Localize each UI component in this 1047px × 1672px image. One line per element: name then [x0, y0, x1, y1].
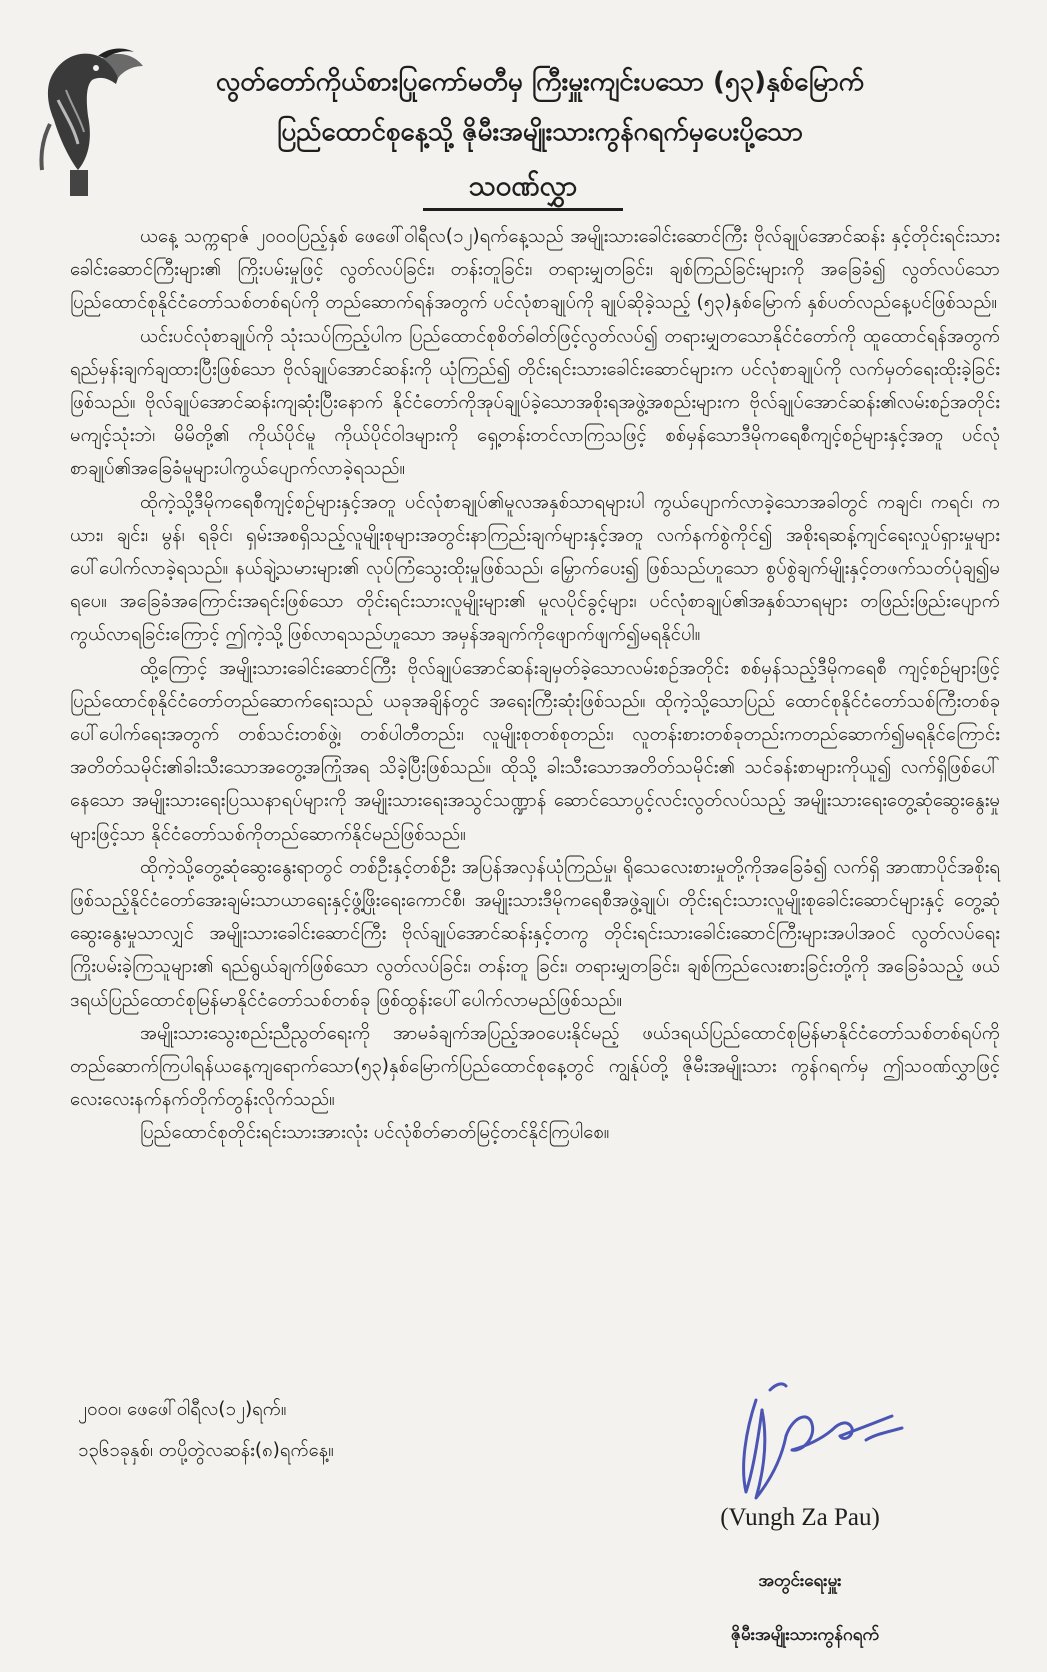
- body-paragraph-7: ပြည်ထောင်စုတိုင်းရင်းသားအားလုံး ပင်လုံစိတ်ဓာတ်မြင့်တင်နိုင်ကြပါစေ။: [140, 1122, 610, 1144]
- body-paragraph-2: ယင်းပင်လုံစာချုပ်ကို သုံးသပ်ကြည့်ပါက ပြည်ထောင်စုစိတ်ဓါတ်ဖြင့်လွတ်လပ်၍ တရားမျှတသောနိုင်ငံတော်ကို ထူထောင်ရန်အတွက် ရည်မှန်းချက်ချထားပြီးဖြစ်သော ဗိုလ်ချုပ်အောင်ဆန်းကို ယုံကြည်၍ တိုင်းရင်းသားခေါင်းဆောင်များက ပင်လုံစာချုပ်ကို လက်မှတ်ရေးထိုးခဲ့ခြင်းဖြစ်သည်။ ဗိုလ်ချုပ်အောင်ဆန်းကျဆုံးပြီးနောက် နိုင်ငံတော်ကိုအုပ်ချုပ်ခဲ့သောအစိုးရအဖွဲ့အစည်းများက ဗိုလ်ချုပ်အောင်ဆန်း၏လမ်းစဉ်အတိုင်း မကျင့်သုံးဘဲ၊ မိမိတို့၏ ကိုယ်ပိုင်မူ ကိုယ်ပိုင်ဝါဒများကို ရှေ့တန်းတင်လာကြသဖြင့် စစ်မှန်သောဒီမိုကရေစီကျင့်စဉ်များနှင့်အတူ ပင်လုံစာချုပ်၏အခြေခံမူများပါကွယ်ပျောက်လာခဲ့ရသည်။: [70, 325, 1000, 480]
- body-paragraph-5: ထိုကဲ့သို့တွေ့ဆုံဆွေးနွေးရာတွင် တစ်ဦးနှင့်တစ်ဦး အပြန်အလှန်ယုံကြည်မှု၊ ရိုသေလေးစားမှုတို့ကိုအခြေခံ၍ လက်ရှိ အာဏာပိုင်အစိုးရဖြစ်သည့်နိုင်ငံတော်အေးချမ်းသာယာရေးနှင့်ဖွံ့ဖြိုးရေးကောင်စီ၊ အမျိုးသားဒီမိုကရေစီအဖွဲ့ချုပ်၊ တိုင်းရင်းသားလူမျိုးစုခေါင်းဆောင်များနှင့် တွေ့ဆုံဆွေးနွေးမှုသာလျှင် အမျိုးသားခေါင်းဆောင်ကြီး ဗိုလ်ချုပ်အောင်ဆန်းနှင့်တကွ တိုင်းရင်းသားခေါင်းဆောင်ကြီးများအပါအဝင် လွတ်လပ်ရေးကြိုးပမ်းခဲ့ကြသူများ၏ ရည်ရွယ်ချက်ဖြစ်သော လွတ်လပ်ခြင်း၊ တန်းတူ ခြင်း၊ တရားမျှတခြင်း၊ ချစ်ကြည်လေးစားခြင်းတို့ကို အခြေခံသည့် ဖယ်ဒရယ်ပြည်ထောင်စုမြန်မာနိုင်ငံတော်သစ်တစ်ခု ဖြစ်ထွန်းပေါ်ပေါက်လာမည်ဖြစ်သည်။: [70, 856, 1000, 1011]
- date-myanmar: ၁၃၆၁ခုနှစ်၊ တပို့တွဲလဆန်း(၈)ရက်နေ့။: [78, 1440, 334, 1461]
- organization-name: ဇိုမီးအမျိုးသားကွန်ဂရက်: [730, 1625, 880, 1645]
- body-paragraph-3: ထိုကဲ့သို့ဒီမိုကရေစီကျင့်စဉ်များနှင့်အတူ ပင်လုံစာချုပ်၏မူလအနှစ်သာရများပါ ကွယ်ပျောက်လာခဲ့သောအခါတွင် ကချင်၊ ကရင်၊ ကယား၊ ချင်း၊ မွန်၊ ရခိုင်၊ ရှမ်းအစရှိသည့်လူမျိုးစုများအတွင်းနာကြည်းချက်များနှင့်အတူ လက်နက်စွဲကိုင်၍ အစိုးရဆန့်ကျင်ရေးလှုပ်ရှားမှုများ ပေါ်ပေါက်လာခဲ့ရသည်။ နယ်ချဲ့သမားများ၏ လုပ်ကြံသွေးထိုးမှုဖြစ်သည်၊ မြှောက်ပေး၍ ဖြစ်သည်ဟူသော စွပ်စွဲချက်မျိုးနှင့်တဖက်သတ်ပုံချ၍မရပေ။ အခြေခံအကြောင်းအရင်းဖြစ်သော တိုင်းရင်းသားလူမျိုးများ၏ မူလပိုင်ခွင့်များ၊ ပင်လုံစာချုပ်၏အနှစ်သာရများ တဖြည်းဖြည်းပျောက်ကွယ်လာရခြင်းကြောင့် ဤကဲ့သို့ဖြစ်လာရသည်ဟူသော အမှန်အချက်ကိုဖျောက်ဖျက်၍မရနိုင်ပါ။: [70, 491, 1000, 646]
- date-gregorian: ၂၀၀၀၊ ဖေဖေါ်ဝါရီလ(၁၂)ရက်။: [78, 1399, 287, 1420]
- body-paragraph-1: ယနေ့ သက္ကရာဇ် ၂၀၀၀ပြည့်နှစ် ဖေဖေါ်ဝါရီလ(၁၂)ရက်နေ့သည် အမျိုးသားခေါင်းဆောင်ကြီး ဗိုလ်ချုပ်အောင်ဆန်း နှင့်တိုင်းရင်းသားခေါင်းဆောင်ကြီးများ၏ ကြိုးပမ်းမှုဖြင့် လွတ်လပ်ခြင်း၊ တန်းတူခြင်း၊ တရားမျှတခြင်း၊ ချစ်ကြည်ခြင်းများကို အခြေခံ၍ လွတ်လပ်သောပြည်ထောင်စုနိုင်ငံတော်သစ်တစ်ရပ်ကို တည်ဆောက်ရန်အတွက် ပင်လုံစာချုပ်ကို ချုပ်ဆိုခဲ့သည့် (၅၃)နှစ်မြောက် နှစ်ပတ်လည်နေ့ပင်ဖြစ်သည်။: [70, 226, 1000, 314]
- signer-role: အတွင်းရေးမှူး: [758, 1571, 842, 1591]
- signature-mark: [716, 1370, 926, 1510]
- hornbill-emblem-icon: [30, 20, 145, 200]
- document-title: သဝဏ်လွှာ: [423, 166, 623, 211]
- heading-line-2: ပြည်ထောင်စုနေ့သို့ ဇိုမီးအမျိုးသားကွန်ဂရက်မှပေးပို့သော: [277, 117, 803, 147]
- heading-line-1: လွတ်တော်ကိုယ်စားပြုကော်မတီမှ ကြီးမှူးကျင်းပသော (၅၃)နှစ်မြောက်: [215, 67, 865, 97]
- body-paragraph-4: ထို့ကြောင့် အမျိုးသားခေါင်းဆောင်ကြီး ဗိုလ်ချုပ်အောင်ဆန်းချမှတ်ခဲ့သောလမ်းစဉ်အတိုင်း စစ်မှန်သည့်ဒီမိုကရေစီ ကျင့်စဉ်များဖြင့်ပြည်ထောင်စုနိုင်ငံတော်တည်ဆောက်ရေးသည် ယခုအချိန်တွင် အရေးကြီးဆုံးဖြစ်သည်။ ထိုကဲ့သို့သောပြည် ထောင်စုနိုင်ငံတော်သစ်ကြီးတစ်ခုပေါ်ပေါက်ရေးအတွက် တစ်သင်းတစ်ဖွဲ့၊ တစ်ပါတီတည်း၊ လူမျိုးစုတစ်စုတည်း၊ လူတန်းစားတစ်ခုတည်းကတည်ဆောက်၍မရနိုင်ကြောင်း အတိတ်သမိုင်း၏ခါးသီးသောအတွေ့အကြုံအရ သိခဲ့ပြီးဖြစ်သည်။ ထိုသို့ ခါးသီးသောအတိတ်သမိုင်း၏ သင်ခန်းစာများကိုယူ၍ လက်ရှိဖြစ်ပေါ်နေသော အမျိုးသားရေးပြဿနာရပ်များကို အမျိုးသားရေးအသွင်သဏ္ဍာန် ဆောင်သောပွင့်လင်းလွတ်လပ်သည့် အမျိုးသားရေးတွေ့ဆုံဆွေးနွေးမှုများဖြင့်သာ နိုင်ငံတော်သစ်ကိုတည်ဆောက်နိုင်မည်ဖြစ်သည်။: [70, 657, 1000, 845]
- letter-body: [70, 220, 1000, 1150]
- body-paragraph-6: အမျိုးသားသွေးစည်းညီညွတ်ရေးကို အာမခံချက်အပြည့်အဝပေးနိုင်မည့် ဖယ်ဒရယ်ပြည်ထောင်စုမြန်မာနိုင်ငံတော်သစ်တစ်ရပ်ကို တည်ဆောက်ကြပါရန်ယနေ့ကျရောက်သော(၅၃)နှစ်မြောက်ပြည်ထောင်စုနေ့တွင် ကျွန်ုပ်တို့ ဇိုမီးအမျိုးသား ကွန်ဂရက်မှ ဤသဝဏ်လွှာဖြင့် လေးလေးနက်နက်တိုက်တွန်းလိုက်သည်။: [70, 1022, 1000, 1111]
- signer-name: (Vungh Za Pau): [720, 1504, 880, 1531]
